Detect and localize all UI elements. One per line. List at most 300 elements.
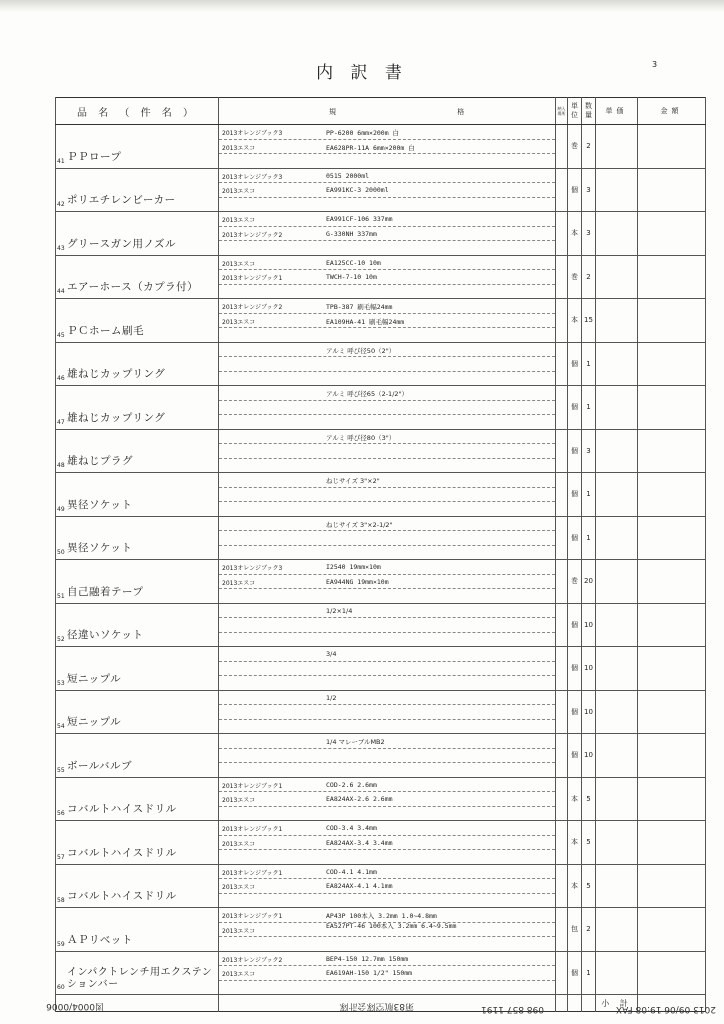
unit-cell: 個 [568,386,582,430]
amount-cell [638,647,706,691]
catalog-name: 2013オレンジブック2 [222,231,283,239]
spec-cell [219,429,556,473]
spec-line [219,923,555,938]
spec-cell [219,473,556,517]
table-row [56,690,706,734]
supply-cell [556,908,568,952]
header-spec [219,98,556,125]
item-name-cell [56,299,219,343]
item-name: ＰＣホーム刷毛 [67,324,144,337]
spec-line [219,691,555,706]
header-quantity: 数量 [582,98,596,125]
spec-line [219,879,555,894]
unit-cell: 本 [568,821,582,865]
header-spec-left: 規 [329,107,340,116]
catalog-name: 2013エスコ [222,144,256,152]
spec-line [219,575,555,590]
model-spec: アルミ 呼び径80（3"） [326,433,396,442]
quantity-cell: 5 [582,821,596,865]
amount-cell [638,299,706,343]
catalog-name: 2013エスコ [222,797,256,804]
model-spec: BEP4-150 12.7mm 150mm [326,954,409,963]
model-spec: COD-4.1 4.1mm [326,867,377,876]
spec-line [219,140,555,155]
model-spec: EA991CF-106 337mm [326,215,393,223]
item-name: グリースガン用ノズル [67,237,177,250]
item-name-cell [56,473,219,517]
spec-line [219,430,555,445]
item-name-cell [56,908,219,952]
spec-line [219,401,555,416]
item-name-cell [56,734,219,778]
spec-cell [219,603,556,647]
spec-line [219,386,555,401]
unit-cell: 個 [568,951,582,995]
amount-cell [638,255,706,299]
amount-cell [638,212,706,256]
fax-footer [0,1000,724,1016]
spec-line [219,865,555,880]
quantity-cell: 5 [582,864,596,908]
amount-cell [638,473,706,517]
scan-noise [0,0,724,12]
unit-cell: 巻 [568,125,582,169]
item-name-cell [56,342,219,386]
quantity-cell: 5 [582,777,596,821]
item-name: ＡＰリベット [67,933,133,946]
spec-line [219,343,555,358]
item-number: 59 [57,940,65,948]
model-spec: COD-3.4 3.4mm [326,824,377,832]
header-supply: 納入 場所 [556,98,568,125]
supply-cell [556,386,568,430]
unit-price-cell [596,734,638,778]
unit-cell: 個 [568,690,582,734]
model-spec: EA628PR-11A 6mm×200m 白 [326,143,415,152]
quantity-cell: 1 [582,516,596,560]
model-spec: EA944NG 19mm×10m [326,577,389,586]
item-number: 47 [57,418,65,426]
supply-cell [556,603,568,647]
spec-cell [219,864,556,908]
spec-line [219,908,555,923]
supply-cell [556,647,568,691]
header-spec-right: 格 [457,107,469,116]
item-number: 45 [57,331,65,339]
catalog-name: 2013エスコ [222,884,256,891]
table-row [56,255,706,299]
item-name-cell [56,690,219,734]
item-number: 48 [57,462,65,469]
unit-cell: 個 [568,168,582,212]
table-row [56,560,706,604]
header-amount: 金額 [638,98,706,125]
supply-cell [556,560,568,604]
item-name-cell [56,777,219,821]
unit-price-cell [596,603,638,647]
amount-cell [638,821,706,865]
item-name-cell [56,429,219,473]
supply-cell [556,734,568,778]
spec-line [219,169,555,184]
item-name-cell [56,647,219,691]
item-number: 52 [57,636,65,643]
amount-cell [638,516,706,560]
spec-line [219,212,555,227]
unit-cell: 本 [568,212,582,256]
model-spec: EA824AX-3.4 3.4mm [326,838,393,847]
table-row [56,386,706,430]
spec-line [219,966,555,981]
item-name-cell [56,951,219,995]
spec-line [219,314,555,329]
unit-price-cell [596,951,638,995]
spec-cell [219,255,556,299]
item-name: 雄ねじカップリング [67,368,166,380]
header-row [56,98,706,125]
table-row [56,125,706,169]
item-number: 60 [57,984,65,991]
model-spec: ねじサイズ 3"×2" [326,477,380,485]
quantity-cell: 3 [582,429,596,473]
item-name: 雄ねじカップリング [67,411,166,424]
item-number: 57 [57,853,65,861]
item-number: 50 [57,549,65,556]
model-spec: 0515 2000ml [326,171,370,180]
model-spec: EA824AX-2.6 2.6mm [326,795,393,803]
unit-price-cell [596,125,638,169]
spec-line [219,473,555,488]
amount-cell [638,603,706,647]
item-name-cell [56,125,219,169]
spec-line [219,662,555,677]
supply-cell [556,821,568,865]
unit-price-cell [596,516,638,560]
amount-cell [638,734,706,778]
item-number: 53 [57,679,65,687]
catalog-name: 2013オレンジブック1 [222,869,283,877]
supply-cell [556,255,568,299]
spec-line [219,488,555,503]
supply-cell [556,429,568,473]
spec-line [219,227,555,242]
quantity-cell: 1 [582,951,596,995]
catalog-name: 2013エスコ [222,579,256,587]
amount-cell [638,342,706,386]
spec-cell [219,125,556,169]
footer-sender: 第83航空隊会計隊 [339,1001,414,1011]
header-unit-price: 単価 [596,98,638,125]
spec-cell [219,168,556,212]
catalog-name: 2013オレンジブック3 [222,565,283,572]
unit-price-cell [596,690,638,734]
table-row [56,603,706,647]
spec-line [219,778,555,793]
item-name-cell [56,386,219,430]
model-spec: アルミ 呼び径65（2-1/2"） [326,390,409,398]
item-name: 径違いソケット [67,629,144,641]
unit-price-cell [596,342,638,386]
unit-cell: 本 [568,299,582,343]
unit-cell: 個 [568,429,582,473]
unit-cell: 個 [568,734,582,778]
unit-price-cell [596,560,638,604]
unit-price-cell [596,908,638,952]
spec-line [219,531,555,546]
item-name-cell [56,560,219,604]
amount-cell [638,386,706,430]
amount-cell [638,125,706,169]
quantity-cell: 20 [582,560,596,604]
spec-line [219,836,555,851]
supply-cell [556,299,568,343]
unit-price-cell [596,647,638,691]
amount-cell [638,951,706,995]
unit-cell: 包 [568,908,582,952]
spec-line [219,560,555,575]
spec-cell [219,951,556,995]
catalog-name: 2013エスコ [222,840,256,848]
quantity-cell: 1 [582,386,596,430]
item-name-cell [56,212,219,256]
spec-cell [219,690,556,734]
model-spec: 1/2×1/4 [326,606,353,615]
item-number: 42 [57,201,65,208]
item-number: 44 [57,288,65,295]
item-name: コバルトハイスドリル [67,803,177,815]
catalog-name: 2013エスコ [222,927,256,935]
table-row [56,647,706,691]
spec-line [219,952,555,967]
catalog-name: 2013オレンジブック1 [222,782,283,790]
spec-cell [219,342,556,386]
quantity-cell: 10 [582,603,596,647]
model-spec: EA109HA-41 刷毛幅24mm [326,317,405,326]
item-name-cell [56,864,219,908]
table-row [56,212,706,256]
amount-cell [638,690,706,734]
model-spec: アルミ 呼び径50（2"） [326,346,396,355]
item-number: 43 [57,244,65,252]
table-row [56,342,706,386]
spec-line [219,821,555,836]
amount-cell [638,168,706,212]
table-row [56,516,706,560]
supply-cell [556,473,568,517]
spec-line [219,792,555,807]
footer-fax-number: 098 857 1191 [481,1004,544,1014]
model-spec: 1/2 [326,693,337,702]
unit-cell: 個 [568,647,582,691]
unit-price-cell [596,429,638,473]
model-spec: ねじサイズ 3"×2-1/2" [326,520,393,529]
spec-line [219,618,555,633]
quantity-cell: 10 [582,647,596,691]
model-spec: EA991KC-3 2000ml [326,186,389,194]
spec-line [219,357,555,372]
spec-cell [219,908,556,952]
model-spec: TPB-387 刷毛幅24mm [326,303,393,311]
spec-line [219,517,555,532]
footer-datetime: 2013 09/06 19:08 FAX [615,1004,716,1014]
supply-cell [556,212,568,256]
unit-price-cell [596,821,638,865]
spec-line [219,734,555,749]
spec-cell [219,734,556,778]
spec-line [219,749,555,764]
unit-cell: 個 [568,603,582,647]
catalog-name: 2013エスコ [222,318,256,326]
quantity-cell: 2 [582,908,596,952]
spec-line [219,183,555,198]
spec-cell [219,777,556,821]
table-row [56,777,706,821]
item-name: 雄ねじプラグ [67,455,133,467]
spec-cell [219,647,556,691]
model-spec: TWCH-7-10 10m [326,273,377,281]
item-name: ポリエチレンビーカー [67,194,176,206]
catalog-name: 2013エスコ [222,217,256,224]
unit-price-cell [596,255,638,299]
spec-line [219,270,555,285]
item-name: コバルトハイスドリル [67,846,177,859]
unit-cell: 本 [568,864,582,908]
catalog-name: 2013オレンジブック3 [222,173,283,181]
table-row [56,473,706,517]
catalog-name: 2013オレンジブック1 [222,913,283,920]
table-row [56,429,706,473]
item-name-cell [56,821,219,865]
table-row [56,908,706,952]
unit-cell: 個 [568,516,582,560]
unit-price-cell [596,386,638,430]
item-name: ボールバルブ [67,759,133,772]
supply-cell [556,951,568,995]
supply-cell [556,516,568,560]
supply-cell [556,864,568,908]
model-spec: AP43P 100本入 3.2mm 1.0~4.8mm [326,912,437,920]
unit-price-cell [596,473,638,517]
quantity-cell: 2 [582,255,596,299]
spec-cell [219,560,556,604]
quantity-cell: 2 [582,125,596,169]
item-name: 異径ソケット [67,542,133,554]
unit-cell: 本 [568,777,582,821]
spec-line [219,647,555,662]
spec-line [219,604,555,619]
item-name-cell [56,603,219,647]
amount-cell [638,777,706,821]
table-row [56,734,706,778]
table-row [56,168,706,212]
item-name: 短ニップル [67,672,122,685]
item-number: 46 [57,375,65,382]
item-name-cell [56,255,219,299]
model-spec: I2540 19mm×10m [326,563,381,571]
quantity-cell: 15 [582,299,596,343]
model-spec: EA824AX-4.1 4.1mm [326,882,393,890]
unit-price-cell [596,864,638,908]
unit-cell: 個 [568,473,582,517]
item-name-cell [56,168,219,212]
document-title: 内 訳 書 [316,63,408,83]
spec-cell [219,212,556,256]
unit-price-cell [596,299,638,343]
quantity-cell: 10 [582,690,596,734]
header-unit: 単位 [568,98,582,125]
table-row [56,864,706,908]
catalog-name: 2013オレンジブック1 [222,275,283,282]
item-name: 短ニップル [67,716,122,728]
unit-cell: 個 [568,342,582,386]
spec-cell [219,821,556,865]
quantity-cell: 10 [582,734,596,778]
item-number: 54 [57,723,65,730]
amount-cell [638,429,706,473]
model-spec: EA527PT-46 100本入 3.2mm 6.4~9.5mm [326,921,457,930]
catalog-name: 2013エスコ [222,971,256,978]
spec-line [219,444,555,459]
page-number: 3 [652,60,658,69]
unit-price-cell [596,212,638,256]
catalog-name: 2013オレンジブック1 [222,826,283,833]
amount-cell [638,560,706,604]
item-name: 自己融着テープ [67,585,144,598]
item-number: 49 [57,505,65,513]
model-spec: PP-6200 6mm×200m 白 [326,129,400,137]
item-name-cell [56,516,219,560]
spec-cell [219,299,556,343]
footer-page: 図0004/0006 [46,1001,104,1011]
table-row [56,299,706,343]
table-row [56,821,706,865]
table-row [56,951,706,995]
item-number: 56 [57,810,65,817]
spec-line [219,299,555,314]
unit-price-cell [596,168,638,212]
model-spec: 1/4 マレーブルMB2 [326,738,385,746]
spec-line [219,256,555,271]
quantity-cell: 1 [582,473,596,517]
item-number: 41 [57,157,65,165]
item-number: 58 [57,897,65,904]
item-number: 51 [57,592,65,600]
spec-cell [219,386,556,430]
item-name: コバルトハイスドリル [67,890,177,902]
amount-cell [638,864,706,908]
supply-cell [556,342,568,386]
unit-price-cell [596,777,638,821]
quantity-cell: 3 [582,168,596,212]
item-name: 異径ソケット [67,498,133,511]
item-name: エアーホース（カプラ付） [67,281,199,293]
catalog-name: 2013オレンジブック3 [222,130,283,137]
header-name: 品 名 （ 件 名 ） [56,98,219,125]
unit-cell: 巻 [568,560,582,604]
spec-line [219,125,555,140]
model-spec: G-330NH 337mm [326,229,377,238]
model-spec: 3/4 [326,650,337,658]
quantity-cell: 1 [582,342,596,386]
catalog-name: 2013オレンジブック2 [222,304,283,311]
item-name: インパクトレンチ用エクステンションバー [67,967,213,990]
model-spec: EA125CC-10 10m [326,258,381,267]
supply-cell [556,168,568,212]
item-name: ＰＰロープ [67,150,122,163]
model-spec: COD-2.6 2.6mm [326,780,377,789]
supply-cell [556,125,568,169]
spec-line [219,705,555,720]
